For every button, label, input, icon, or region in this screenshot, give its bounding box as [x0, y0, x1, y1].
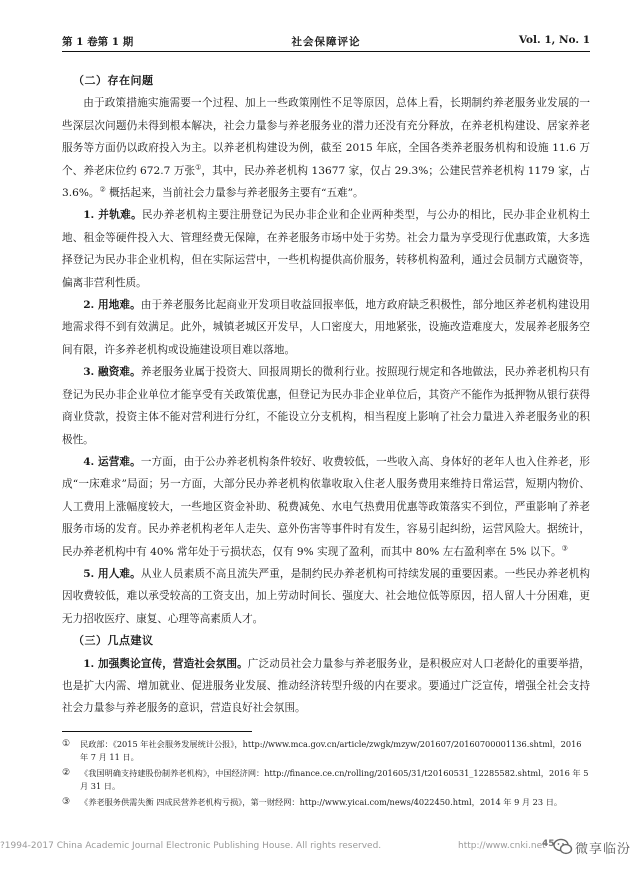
footnote-number: ①: [62, 739, 71, 749]
item-heading: 1. 加强舆论宣传，营造社会氛围。: [83, 657, 248, 670]
page-number: 45: [542, 839, 555, 849]
section-heading-suggestions: （三）几点建议: [73, 634, 154, 648]
header-issue: 第 1 卷第 1 期: [62, 36, 134, 48]
paragraph-intro: 由于政策措施实施需要一个过程、加上一些政策刚性不足等原因，总体上看，长期制约养老服务业发展的一些深层次问题仍未得到根本解决，社会力量参与养老服务业的潜力还没有充分释放，在养老机构建设、居家养老服务等方面仍以政府投入为主。以养老机构建设为例，截至 2015 年底，全国各类养老服务机构和设施 11.6 万个、养老床位约 672.7 万张①，其中，民办养老机构 13677 家，仅占 29.3%；公建民营养老机构 1179 家，占 3.6%。② 概括起来，当前社会力量参与养老服务主要有“五难”。: [62, 97, 590, 200]
running-header: [62, 28, 590, 50]
header-rule: [62, 51, 590, 52]
footnote-text: 民政部：《2015 年社会服务发展统计公报》，http://www.mca.gov.cn/article/zwgk/mzyw/201607/20160700001136.shtml，2016 年 7 月 11 日。: [80, 739, 582, 762]
paragraph-problem-1: 1. 并轨难。民办养老机构主要注册登记为民办非企业和企业两种类型，与公办的相比，民办非企业机构土地、租金等硬件投入大、管理经费无保障，在养老服务市场中处于劣势。社会力量为享受现行优惠政策，大多选择登记为民办非企业机构，但在实际运营中，一些机构提供高价服务，转移机构盈利，通过会员制方式融资等，偏离非营利性质。: [62, 209, 590, 289]
footnote-item: [62, 796, 590, 809]
item-heading: 5. 用人难。: [83, 567, 141, 580]
wechat-watermark: [553, 836, 639, 862]
footnote-rule: [62, 731, 252, 732]
copyright-notice: ?1994-2017 China Academic Journal Electronic Publishing House. All rights reserved.: [0, 841, 382, 851]
footnote-text: 《我国明确支持建股份制养老机构》，中国经济网：http://finance.ce.cn/rolling/201605/31/t20160531_12285582.shtml，2016 年 5 月 31 日。: [80, 768, 589, 791]
footnote-ref-3[interactable]: ③: [561, 544, 568, 552]
item-heading: 1. 并轨难。: [83, 209, 143, 222]
item-heading: 2. 用地难。: [83, 299, 141, 312]
footnote-text: 《养老服务供需失衡 四成民营养老机构亏损》，第一财经网：http://www.yicai.com/news/4022450.html，2014 年 9 月 23 日。: [80, 797, 563, 808]
footnote-number: ②: [62, 768, 71, 779]
footnote-item: [62, 767, 590, 792]
item-heading: 3. 融资难。: [83, 366, 141, 379]
footnotes: [62, 738, 590, 813]
footnote-item: [62, 738, 590, 763]
wechat-icon: [553, 838, 573, 856]
paragraph-problem-2: 2. 用地难。由于养老服务比起商业开发项目收益回报率低，地方政府缺乏积极性，部分地区养老机构建设用地需求得不到有效满足。此外，城镇老城区开发早，人口密度大，用地紧张，设施改造难度大，发展养老服务空间有限，许多养老机构或设施建设项目难以落地。: [62, 299, 590, 356]
watermark-text: 微享临汾: [575, 842, 632, 857]
paragraph-problem-4: 4. 运营难。一方面，由于公办养老机构条件较好、收费较低，一些收入高、身体好的老年人也入住养老，形成“一床难求”局面；另一方面，大部分民办养老机构依靠收取入住老人服务费用来维持日常运营，短期内物价、人工费用上涨幅度较大，一些地区资金补助、税费减免、水电气热费用优惠等政策落实不到位，严重影响了养老服务市场的发育。民办养老机构老年人走失、意外伤害等事件时有发生，容易引起纠纷，运营风险大。据统计，民办养老机构中有 40% 常年处于亏损状态，仅有 9% 实现了盈利，而其中 80% 左右盈利率在 5% 以下。③: [62, 455, 590, 558]
item-heading: 4. 运营难。: [83, 455, 141, 468]
footnote-ref-2[interactable]: ②: [99, 185, 106, 194]
cnki-link[interactable]: http://www.cnki.net: [458, 841, 546, 851]
footnote-number: ③: [62, 797, 71, 808]
footnote-ref-1[interactable]: ①: [195, 163, 202, 172]
header-volume: Vol. 1, No. 1: [518, 34, 590, 46]
paragraph-problem-5: 5. 用人难。从业人员素质不高且流失严重，是制约民办养老机构可持续发展的重要因素。一些民办养老机构因收费较低，难以承受较高的工资支出，加上劳动时间长、强度大、社会地位低等原因，招人留人十分困难，更无力招收医疗、康复、心理等高素质人才。: [62, 567, 590, 625]
article-body: [62, 70, 590, 720]
paragraph-problem-3: 3. 融资难。养老服务业属于投资大、回报周期长的微利行业。按照现行规定和各地做法，民办养老机构只有登记为民办非企业单位才能享受有关政策优惠，但登记为民办非企业单位后，其资产不能作为抵押物从银行获得商业贷款，投资主体不能对营利进行分红，不能设立分支机构，相当程度上影响了社会力量进入养老服务业的积极性。: [62, 366, 590, 446]
page-footer: [0, 835, 640, 859]
header-journal-title: 社会保障评论: [291, 36, 361, 48]
section-heading-problems: （二）存在问题: [73, 74, 154, 87]
paragraph-suggestion-1: 1. 加强舆论宣传，营造社会氛围。广泛动员社会力量参与养老服务业，是积极应对人口老龄化的重要举措，也是扩大内需、增加就业、促进服务业发展、推动经济转型升级的内在要求。要通过广泛宣传，增强全社会支持社会力量参与养老服务的意识，营造良好社会氛围。: [62, 657, 590, 715]
